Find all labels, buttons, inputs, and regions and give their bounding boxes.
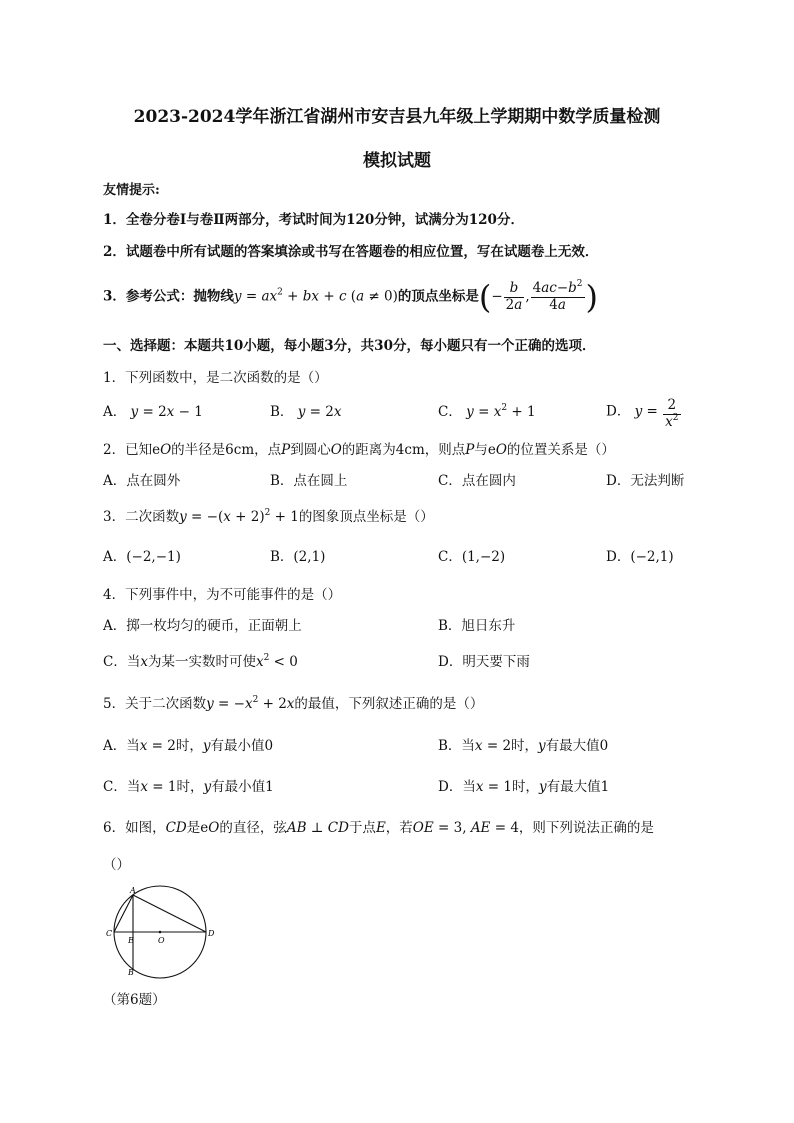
page-subtitle: 模拟试题 [363,151,431,171]
q3-option-d[interactable]: D．(−2,1) [606,549,674,565]
q4-option-d[interactable]: D．明天要下雨 [438,654,530,670]
label-a: A [130,886,136,895]
tip-3-mid: 的顶点坐标是 [397,288,479,305]
label-c: C [106,929,113,938]
q5-option-c[interactable]: C．当x = 1时，y有最小值1 [103,779,274,795]
q4-option-c[interactable]: C．当x为某一实数时可使$x^2 < 0$ [103,653,298,670]
q5-option-a[interactable]: A．当x = 2时，y有最小值0 [103,738,274,754]
q4-option-a[interactable]: A．掷一枚均匀的硬币，正面朝上 [103,618,302,634]
q6-figure [100,880,220,980]
q1-option-b[interactable]: B． y = 2x [270,404,342,420]
section1-heading: 一、选择题：本题共10小题，每小题3分，共30分，每小题只有一个正确的选项． [103,338,596,354]
q3-option-a[interactable]: A．(−2,−1) [103,549,181,565]
q5-option-b[interactable]: B．当x = 2时，y有最大值0 [438,738,609,754]
q6-stem-end: （） [103,857,130,873]
q2-option-d[interactable]: D．无法判断 [606,473,685,489]
q4-stem: 4．下列事件中，为不可能事件的是（） [103,587,342,603]
segment-ad [133,895,206,932]
q3-option-c[interactable]: C．(1,−2) [438,549,506,565]
label-e: E [128,936,134,945]
q1-stem: 1．下列函数中，是二次函数的是（） [103,370,328,386]
q2-stem: 2．已知eO的半径是6cm，点P到圆心O的距离为4cm，则点P与eO的位置关系是（） [103,442,615,458]
q5-option-d[interactable]: D．当x = 1时，y有最大值1 [438,779,610,795]
q2-option-c[interactable]: C．点在圆内 [438,473,516,489]
q1-option-c[interactable]: C． $y = x^2 + 1$ [438,403,536,420]
q5-stem: 5．关于二次函数$y = -x^2 + 2x$的最值，下列叙述正确的是（） [103,695,484,712]
label-o: O [158,936,165,945]
q1-option-a[interactable]: A． y = 2x − 1 [103,404,203,420]
tips-heading: 友情提示: [103,183,160,198]
q6-caption: （第6题） [103,992,166,1008]
page-title: 2023-2024学年浙江省湖州市安吉县九年级上学期期中数学质量检测 [133,107,661,127]
tip-1: 1．全卷分卷Ⅰ与卷Ⅱ两部分，考试时间为120分钟，试满分为120分． [103,212,524,228]
q4-option-b[interactable]: B．旭日东升 [438,618,516,634]
q1-option-d[interactable]: D． y = $\frac{2}{x^2}$ [606,397,679,430]
segment-ac [114,895,133,932]
q3-option-b[interactable]: B．(2,1) [270,549,326,565]
q6-stem: 6．如图，CD是eO的直径，弦AB ⊥ CD于点E，若OE = 3, AE = 4，则下列说法正确的是 [103,820,654,836]
center-point [159,931,162,934]
tip-2: 2．试题卷中所有试题的答案填涂或书写在答题卷的相应位置，写在试题卷上无效． [103,244,599,260]
tip-3-prefix: 3．参考公式：抛物线 [103,288,234,305]
q2-option-b[interactable]: B．点在圆上 [270,473,348,489]
label-b: B [128,968,134,977]
q3-stem: 3．二次函数$y = -(x + 2)^2 + 1$的图象顶点坐标是（） [103,508,434,525]
label-d: D [208,929,215,938]
q2-option-a[interactable]: A．点在圆外 [103,473,181,489]
tip-3: 3．参考公式：抛物线$y = ax^2$ + bx + c (a ≠ 0)的顶点坐标是(− $\frac{b}{2a}$ , $\frac{4ac-b^2}{4a}$ ) [103,278,599,317]
